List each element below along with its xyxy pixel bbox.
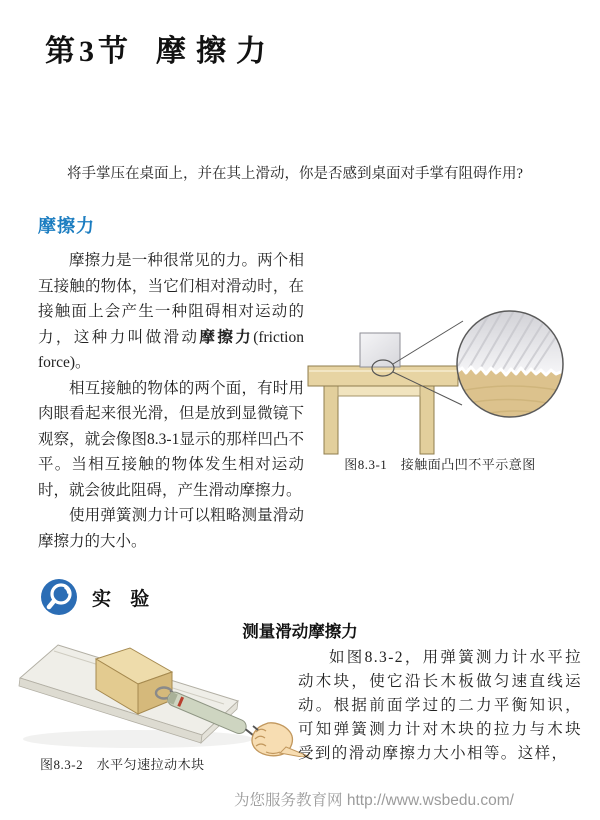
paragraph-friction-definition-text: 摩擦力是一种很常见的力。两个相互接触的物体，当它们相对滑动时，在接触面上会产生一种阻碍相对运动的力，这种力叫做滑动 [38,252,304,346]
figure-8-3-1-caption: 图8.3-1 接触面凸凹不平示意图 [344,457,536,472]
magnifier-icon [40,578,78,616]
block-on-desk [360,333,400,367]
experiment-body-text: 如图8.3-2，用弹簧测力计水平拉动木块，使它沿长木板做匀速直线运动。根据前面学过的二力平衡知识，可知弹簧测力计对木块的拉力与木块受到的滑动摩擦力大小相等。这样， [298,649,582,762]
figure-8-3-2 [18,633,310,757]
footer [0,788,600,810]
figure-8-3-1 [300,296,580,473]
footer-site-name: 为您服务教育网 [234,792,343,809]
paragraph-spring-scale: 使用弹簧测力计可以粗略测量滑动摩擦力的大小。 [38,507,304,550]
page-title-section: 第3节 [45,35,132,68]
figure-8-3-1-illustration [300,296,580,458]
magnified-contact-surface [457,308,563,418]
desk-illustration [308,366,458,454]
board-shadow [23,730,253,748]
experiment-title: 测量滑动摩擦力 [242,623,358,641]
paragraph-friction-definition [38,248,304,376]
figure-8-3-2-illustration [18,633,310,757]
friction-term-bold: 摩擦力 [199,328,254,346]
page-title-topic: 摩擦力 [156,35,276,68]
section-heading-friction: 摩擦力 [38,216,95,236]
experiment-section-header [40,578,156,616]
footer-url[interactable]: http://www.wsbedu.com/ [346,792,514,809]
body-text-column [38,248,304,554]
intro-question: 将手掌压在桌面上，并在其上滑动，你是否感到桌面对手掌有阻碍作用? [67,166,523,182]
friction-term-english: (friction force)。 [38,328,304,371]
figure-8-3-2-caption: 图8.3-2 水平匀速拉动木块 [40,757,205,772]
paragraph-surface-roughness: 相互接触的物体的两个面，有时用肉眼看起来很光滑，但是放到显微镜下观察，就会像图8.3-1显示的那样凹凸不平。当相互接触的物体发生相对运动时，就会彼此阻碍，产生滑动摩擦力。 [38,379,304,499]
page-title [45,26,276,70]
experiment-label: 实 验 [92,588,157,610]
